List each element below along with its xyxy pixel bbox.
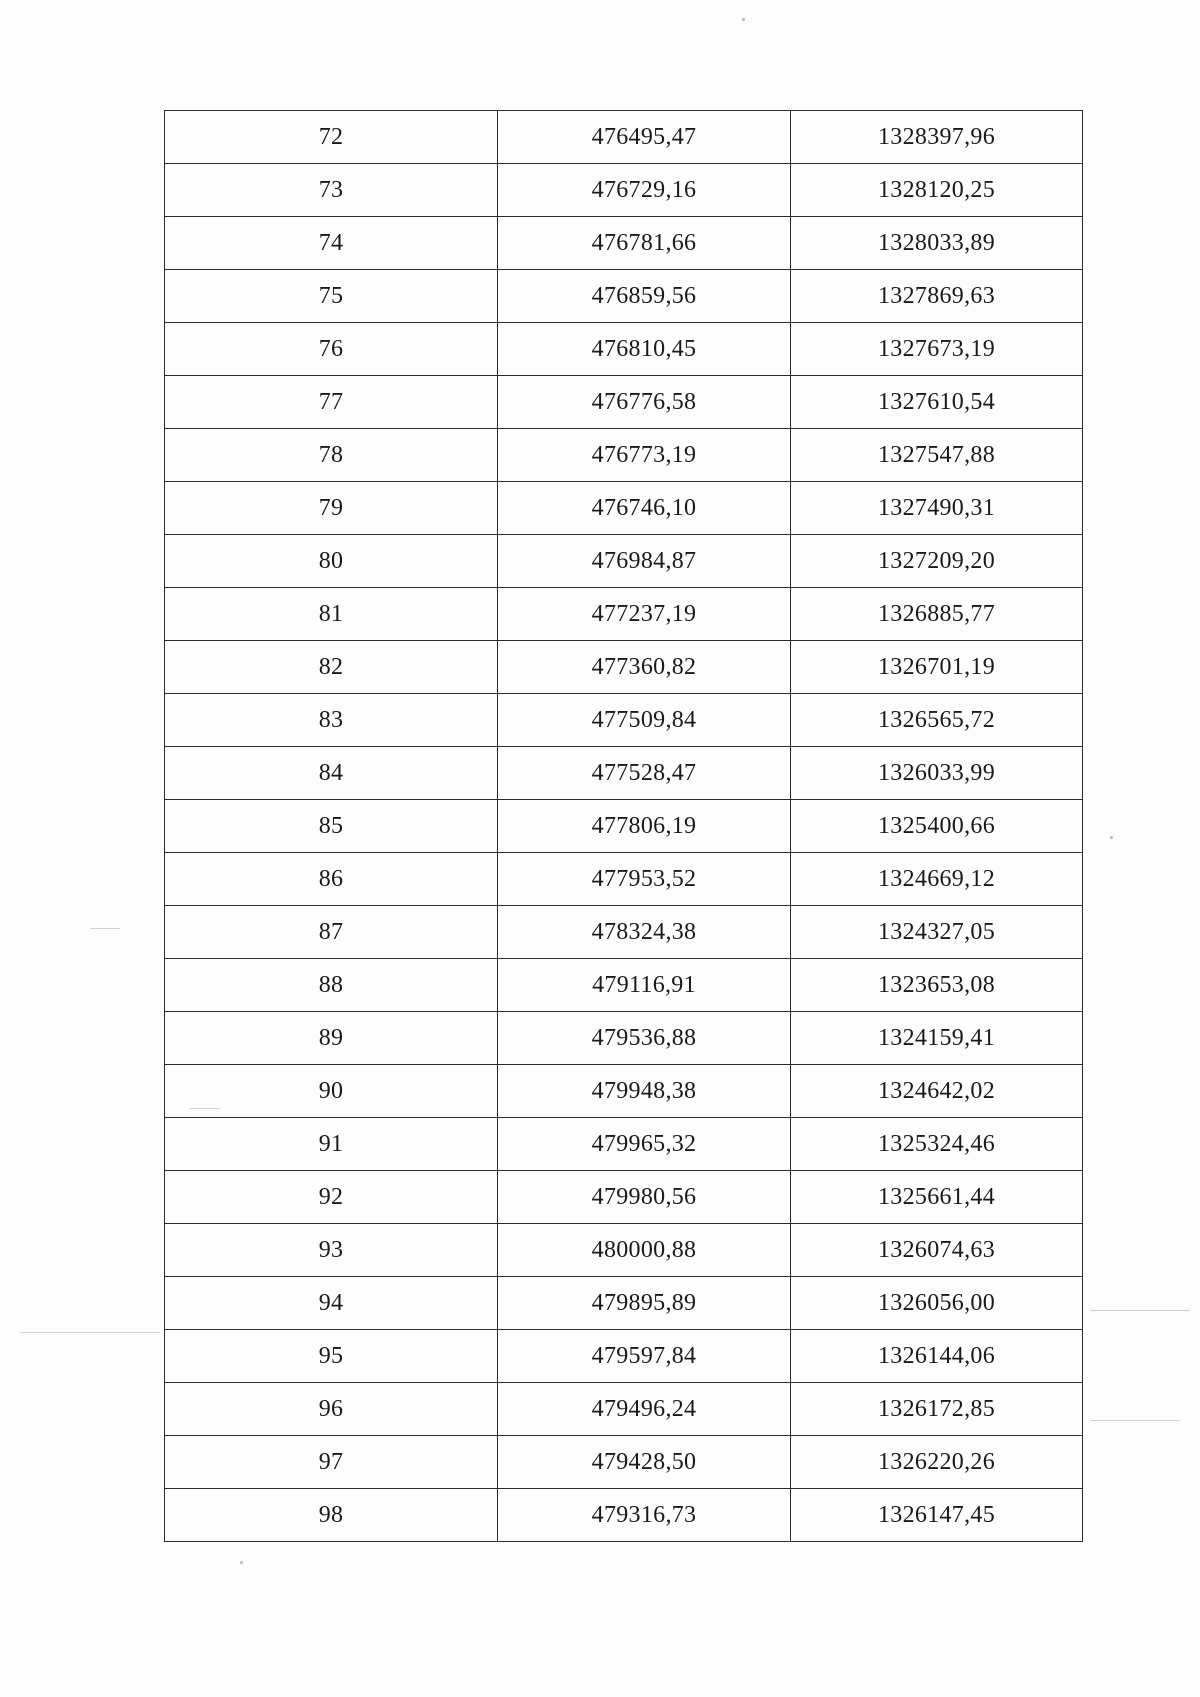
- point-number-cell: 82: [165, 641, 498, 694]
- y-coordinate-cell: 1327610,54: [791, 376, 1083, 429]
- point-number-cell: 97: [165, 1436, 498, 1489]
- coordinates-table: [164, 110, 1083, 1542]
- x-coordinate-cell: 477360,82: [498, 641, 791, 694]
- y-coordinate-cell: 1323653,08: [791, 959, 1083, 1012]
- table-row: [165, 217, 1083, 270]
- y-coordinate-cell: 1327673,19: [791, 323, 1083, 376]
- point-number-cell: 96: [165, 1383, 498, 1436]
- y-coordinate-cell: 1326220,26: [791, 1436, 1083, 1489]
- y-coordinate-cell: 1324327,05: [791, 906, 1083, 959]
- y-coordinate-cell: 1328033,89: [791, 217, 1083, 270]
- table-row: [165, 535, 1083, 588]
- point-number-cell: 90: [165, 1065, 498, 1118]
- y-coordinate-cell: 1324159,41: [791, 1012, 1083, 1065]
- point-number-cell: 74: [165, 217, 498, 270]
- point-number-cell: 77: [165, 376, 498, 429]
- x-coordinate-cell: 479316,73: [498, 1489, 791, 1542]
- x-coordinate-cell: 477953,52: [498, 853, 791, 906]
- x-coordinate-cell: 476984,87: [498, 535, 791, 588]
- x-coordinate-cell: 476781,66: [498, 217, 791, 270]
- y-coordinate-cell: 1325324,46: [791, 1118, 1083, 1171]
- x-coordinate-cell: 477806,19: [498, 800, 791, 853]
- x-coordinate-cell: 476495,47: [498, 111, 791, 164]
- y-coordinate-cell: 1324642,02: [791, 1065, 1083, 1118]
- x-coordinate-cell: 479116,91: [498, 959, 791, 1012]
- point-number-cell: 93: [165, 1224, 498, 1277]
- x-coordinate-cell: 476810,45: [498, 323, 791, 376]
- y-coordinate-cell: 1326885,77: [791, 588, 1083, 641]
- table-row: [165, 376, 1083, 429]
- table-row: [165, 853, 1083, 906]
- y-coordinate-cell: 1326033,99: [791, 747, 1083, 800]
- table-row: [165, 323, 1083, 376]
- table-row: [165, 959, 1083, 1012]
- y-coordinate-cell: 1326172,85: [791, 1383, 1083, 1436]
- x-coordinate-cell: 479965,32: [498, 1118, 791, 1171]
- y-coordinate-cell: 1327547,88: [791, 429, 1083, 482]
- point-number-cell: 98: [165, 1489, 498, 1542]
- point-number-cell: 95: [165, 1330, 498, 1383]
- x-coordinate-cell: 479536,88: [498, 1012, 791, 1065]
- table-row: [165, 800, 1083, 853]
- x-coordinate-cell: 480000,88: [498, 1224, 791, 1277]
- table-row: [165, 1489, 1083, 1542]
- y-coordinate-cell: 1324669,12: [791, 853, 1083, 906]
- y-coordinate-cell: 1326144,06: [791, 1330, 1083, 1383]
- x-coordinate-cell: 477237,19: [498, 588, 791, 641]
- y-coordinate-cell: 1327490,31: [791, 482, 1083, 535]
- x-coordinate-cell: 477528,47: [498, 747, 791, 800]
- point-number-cell: 89: [165, 1012, 498, 1065]
- y-coordinate-cell: 1326074,63: [791, 1224, 1083, 1277]
- x-coordinate-cell: 476773,19: [498, 429, 791, 482]
- table-row: [165, 1118, 1083, 1171]
- table-row: [165, 429, 1083, 482]
- y-coordinate-cell: 1326056,00: [791, 1277, 1083, 1330]
- x-coordinate-cell: 479895,89: [498, 1277, 791, 1330]
- point-number-cell: 85: [165, 800, 498, 853]
- y-coordinate-cell: 1325661,44: [791, 1171, 1083, 1224]
- x-coordinate-cell: 479948,38: [498, 1065, 791, 1118]
- point-number-cell: 94: [165, 1277, 498, 1330]
- table-row: [165, 588, 1083, 641]
- y-coordinate-cell: 1328120,25: [791, 164, 1083, 217]
- point-number-cell: 87: [165, 906, 498, 959]
- scan-streak: [1090, 1420, 1180, 1421]
- point-number-cell: 76: [165, 323, 498, 376]
- y-coordinate-cell: 1326701,19: [791, 641, 1083, 694]
- x-coordinate-cell: 479597,84: [498, 1330, 791, 1383]
- table-row: [165, 1330, 1083, 1383]
- point-number-cell: 81: [165, 588, 498, 641]
- table-row: [165, 747, 1083, 800]
- point-number-cell: 79: [165, 482, 498, 535]
- point-number-cell: 83: [165, 694, 498, 747]
- scan-streak: [90, 928, 120, 929]
- table-row: [165, 906, 1083, 959]
- table-row: [165, 270, 1083, 323]
- point-number-cell: 86: [165, 853, 498, 906]
- point-number-cell: 80: [165, 535, 498, 588]
- y-coordinate-cell: 1328397,96: [791, 111, 1083, 164]
- table-row: [165, 1012, 1083, 1065]
- x-coordinate-cell: 476776,58: [498, 376, 791, 429]
- point-number-cell: 91: [165, 1118, 498, 1171]
- table-row: [165, 694, 1083, 747]
- x-coordinate-cell: 479980,56: [498, 1171, 791, 1224]
- table-row: [165, 1277, 1083, 1330]
- table-row: [165, 111, 1083, 164]
- point-number-cell: 72: [165, 111, 498, 164]
- scan-speck: [742, 18, 745, 21]
- x-coordinate-cell: 477509,84: [498, 694, 791, 747]
- scan-streak: [20, 1332, 160, 1333]
- point-number-cell: 78: [165, 429, 498, 482]
- coordinates-table-body: [165, 111, 1083, 1542]
- table-row: [165, 1436, 1083, 1489]
- scan-speck: [240, 1561, 243, 1564]
- point-number-cell: 84: [165, 747, 498, 800]
- scan-speck: [1110, 836, 1113, 839]
- x-coordinate-cell: 479496,24: [498, 1383, 791, 1436]
- x-coordinate-cell: 479428,50: [498, 1436, 791, 1489]
- y-coordinate-cell: 1326565,72: [791, 694, 1083, 747]
- table-row: [165, 641, 1083, 694]
- y-coordinate-cell: 1326147,45: [791, 1489, 1083, 1542]
- point-number-cell: 73: [165, 164, 498, 217]
- table-row: [165, 1171, 1083, 1224]
- x-coordinate-cell: 476859,56: [498, 270, 791, 323]
- table-row: [165, 1065, 1083, 1118]
- table-row: [165, 164, 1083, 217]
- point-number-cell: 92: [165, 1171, 498, 1224]
- x-coordinate-cell: 476729,16: [498, 164, 791, 217]
- y-coordinate-cell: 1327209,20: [791, 535, 1083, 588]
- table-row: [165, 1383, 1083, 1436]
- x-coordinate-cell: 478324,38: [498, 906, 791, 959]
- y-coordinate-cell: 1325400,66: [791, 800, 1083, 853]
- scan-streak: [1090, 1310, 1190, 1311]
- table-row: [165, 1224, 1083, 1277]
- y-coordinate-cell: 1327869,63: [791, 270, 1083, 323]
- point-number-cell: 75: [165, 270, 498, 323]
- x-coordinate-cell: 476746,10: [498, 482, 791, 535]
- table-row: [165, 482, 1083, 535]
- point-number-cell: 88: [165, 959, 498, 1012]
